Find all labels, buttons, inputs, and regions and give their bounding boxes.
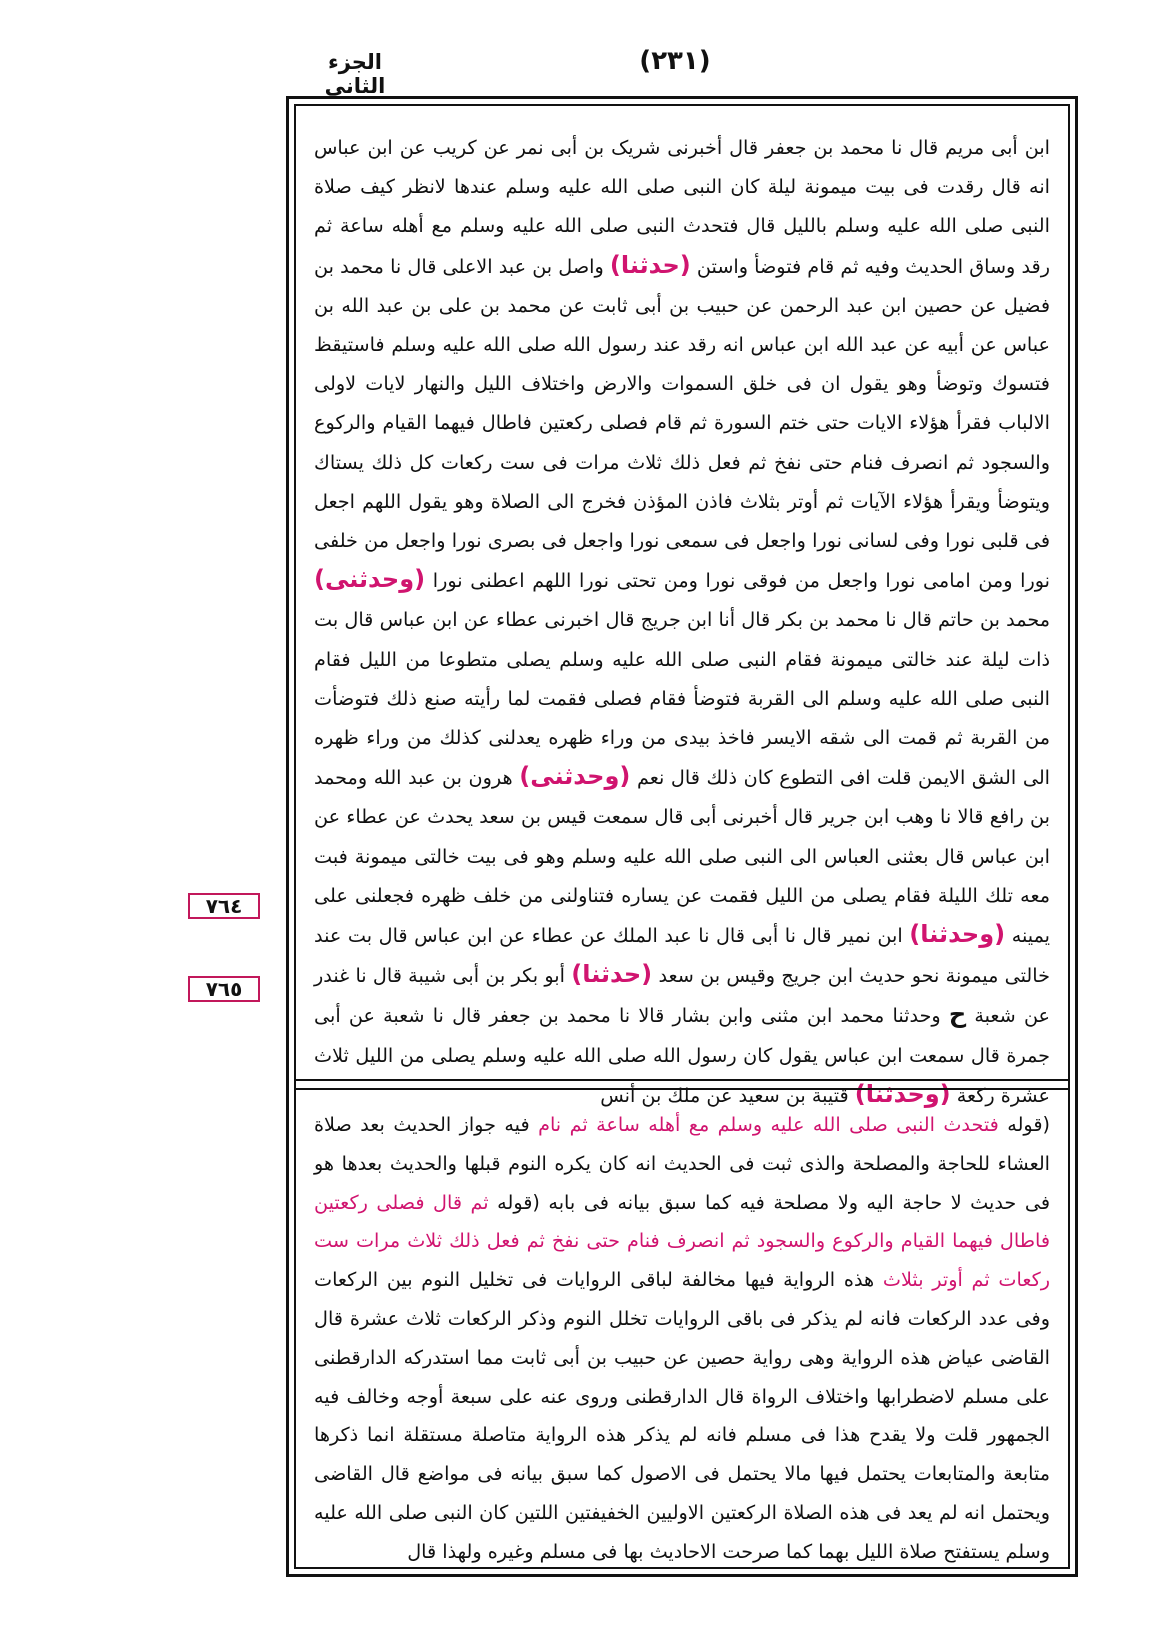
hadith-text-run: قتیبة بن سعید عن ملك بن أنس xyxy=(600,1083,855,1107)
commentary-text-run: هذه الروایة فیها مخالفة لباقی الروایات فی تخلیل النوم بین الرکعات وفی عدد الرکعات فانه لم یذکر فی باقی الروایات تخلل النوم وذکر الرکعات ثلاث عشرة قال القاضی عیاض هذه الروایة وهی روایة حصین عن حبیب بن أبی ثابت مما استدرکه الدارقطنی علی مسلم لاضطرابها واختلاف الرواة قال الدارقطنی وروی عنه علی سبعة أوجه وخالف فیه الجمهور قلت ولا یقدح هذا فی مسلم فانه لم یذکر هذه الروایة متاصلة مستقلة انما ذکرها متابعة والمتابعات یحتمل فیها مالا یحتمل فی الاصول کما سبق بیانه فی مواضع قال القاضی ویحتمل انه لم یعد فی هذه الصلاة الرکعتین الاولیین الخفیفتین اللتین کان النبی صلی الله علیه وسلم یستفتح صلاة اللیل بهما کما صرحت الاحادیث بها فی مسلم وغیره ولهذا قال xyxy=(314,1268,1050,1563)
hadith-text-run: أبو بکر بن أبی شیبة قال نا غندر عن شعبة xyxy=(314,964,1050,1028)
hadith-text-run: واصل بن عبد الاعلی قال نا محمد بن فضیل عن حصین ابن عبد الرحمن عن حبیب بن أبی ثابت عن محمد بن علی بن عبد الله بن عباس عن أبیه عن عبد الله ابن عباس انه رقد عند رسول الله صلی الله علیه وسلم فاستیقظ فتسوك وتوضأ وهو یقول ان فی خلق السموات والارض واختلاف اللیل والنهار لایات لاولی الالباب فقرأ هؤلاء الایات حتی ختم السورة ثم قام فصلی رکعتین فاطال فیهما القیام والرکوع والسجود ثم انصرف فنام حتی نفخ ثم فعل ذلك ثلاث مرات فی ست رکعات کل ذلك یستاك ویتوضأ ویقرأ هؤلاء الآیات ثم أوتر بثلاث فاذن المؤذن فخرج الی الصلاة وهو یقول اللهم اجعل فی قلبی نورا وفی لسانی نورا واجعل فی سمعی نورا واجعل فی بصری نورا واجعل من خلفی نورا ومن امامی نورا واجعل من فوقی نورا ومن تحتی نورا اللهم اعطنی نورا xyxy=(314,254,1050,593)
page-frame-inner xyxy=(294,104,1070,1569)
hadith-number-764: ٧٦٤ xyxy=(188,893,260,919)
hadith-text-run: هرون بن عبد الله ومحمد بن رافع قالا نا وهب ابن جریر قال أخبرنی أبی قال سمعت قیس بن سعد یحدث عن عطاء عن ابن عباس قال بعثنی العباس الی النبی صلی الله علیه وسلم وهو فی بیت خالتی میمونة فبت معه تلك اللیلة فقام یصلی من اللیل فقمت عن یساره فتناولنی من خلف ظهره فجعلنی علی یمینه xyxy=(314,766,1050,948)
narration-marker: (وحدثنی) xyxy=(519,762,631,791)
narration-marker: (وحدثنا) xyxy=(854,1079,951,1108)
narration-marker: (وحدثنا) xyxy=(909,920,1006,949)
hadith-text-run: وحدثنا محمد ابن مثنی وابن بشار قالا نا محمد بن جعفر قال نا شعبة عن أبی جمرة قال سمعت ابن عباس یقول کان رسول الله صلی الله علیه وسلم یصلی من اللیل ثلاث عشرة رکعة xyxy=(314,1004,1050,1107)
page-frame xyxy=(286,96,1078,1577)
commentary-text-run: (قوله xyxy=(998,1113,1050,1136)
page-number: (٢٣١) xyxy=(639,46,711,76)
narration-marker: (حدثنا) xyxy=(609,250,691,279)
hadith-text-run: ابن نمیر قال نا أبی قال نا عبد الملك عن عطاء عن ابن عباس قال بت عند خالتی میمونة نحو حدیث ابن جریج وقیس بن سعد xyxy=(314,924,1050,988)
commentary-text-run: فیه جواز الحدیث بعد صلاة العشاء للحاجة والمصلحة والذی ثبت فی الحدیث انه کان یکره النوم قبلها والحدیث بعدها هو فی حدیث لا حاجة الیه ولا مصلحة فیه کما سبق بیانه فی بابه (قوله xyxy=(314,1113,1050,1214)
narration-marker: (حدثنا) xyxy=(571,960,653,989)
quoted-matn-highlight: ثم قال فصلی رکعتین فاطال فیهما القیام والرکوع والسجود ثم انصرف فنام حتی نفخ ثم فعل ذلك ثلاث مرات ست رکعات ثم أوتر بثلاث xyxy=(314,1190,1050,1292)
tahwil-marker: ح xyxy=(948,1000,967,1029)
hadith-text-run: ابن أبی مریم قال نا محمد بن جعفر قال أخبرنی شریک بن أبی نمر عن کریب عن ابن عباس انه قال رقدت فی بیت میمونة لیلة کان النبی صلی الله علیه وسلم عندها لانظر کیف صلاة النبی صلی الله علیه وسلم باللیل قال فتحدث النبی صلی الله علیه وسلم مع أهله ساعة ثم رقد وساق الحدیث وفیه ثم قام فتوضأ واستن xyxy=(314,136,1050,278)
hadith-number-765: ٧٦٥ xyxy=(188,976,260,1002)
commentary-text-panel xyxy=(314,1106,1050,1572)
header-title: الجزء الثانی xyxy=(324,50,386,98)
narration-marker: (وحدثنی) xyxy=(314,565,426,594)
hadith-text-panel xyxy=(314,128,1050,1115)
panel-divider xyxy=(296,1079,1068,1090)
hadith-text-run: محمد بن حاتم قال نا محمد بن بکر قال أنا ابن جریج قال اخبرنی عطاء عن ابن عباس قال بت ذات لیلة عند خالتی میمونة فقام النبی صلی الله علیه وسلم یصلی متطوعا من اللیل فقام النبی صلی الله علیه وسلم الی القربة فتوضأ فقام فصلی فقمت لما رأیته صنع ذلك فتوضأت من القربة ثم قمت الی شقه الایسر فاخذ بیدی من وراء ظهره یعدلنی کذلك من وراء ظهره الی الشق الایمن قلت افی التطوع کان ذلك قال نعم xyxy=(314,608,1050,790)
quoted-matn-highlight: فتحدث النبی صلی الله علیه وسلم مع أهله ساعة ثم نام xyxy=(538,1113,999,1136)
